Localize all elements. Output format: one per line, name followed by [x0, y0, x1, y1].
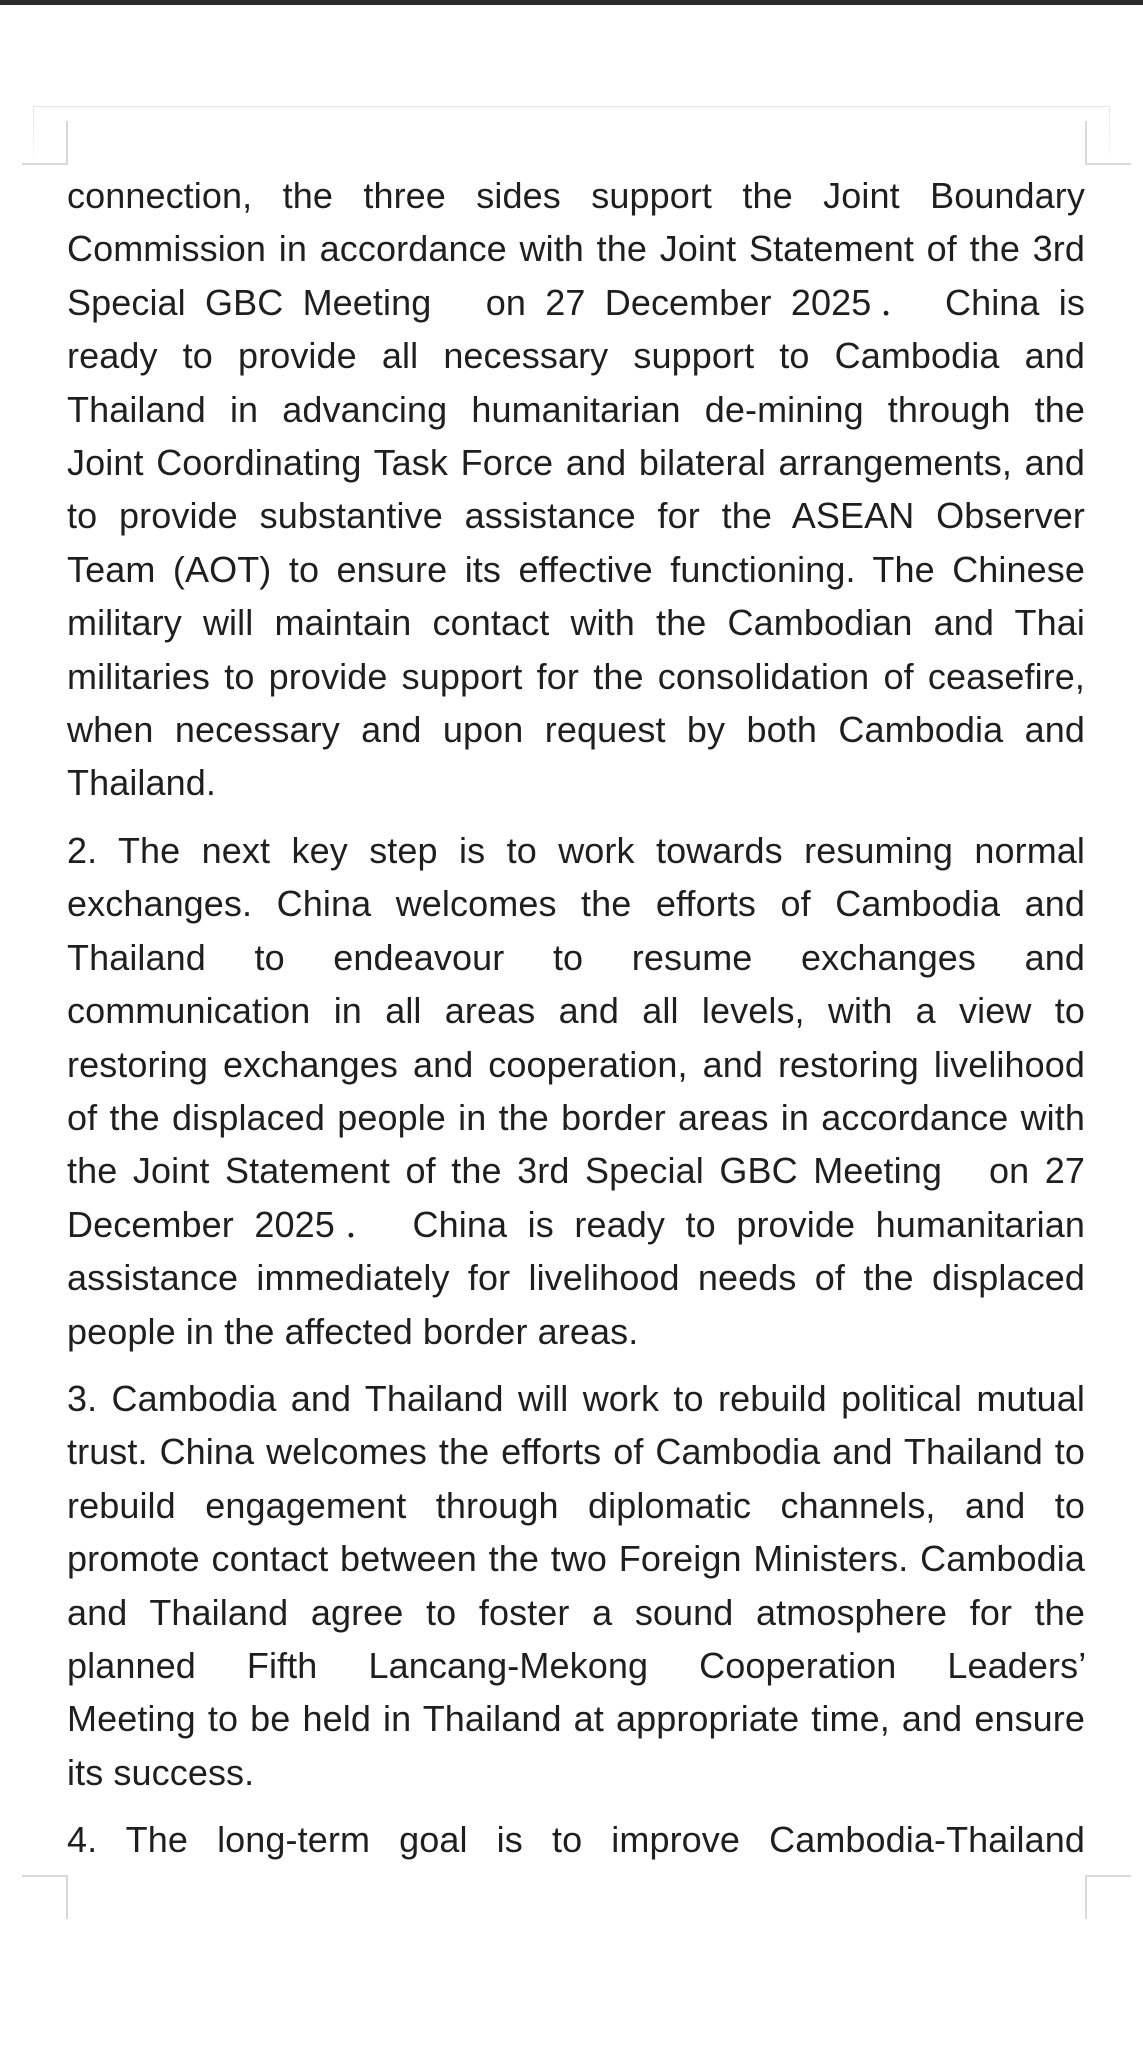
window-top-edge [0, 0, 1143, 5]
paragraph-continuation: connection, the three sides support the Joint Boundary Commission in accordance with the Joint Statement of the 3rd Special GBC Meeting on 27 December 2025． China is ready to provide all necessary support to Cambodia and Thailand in advancing humanitarian de-mining through the Joint Coordinating Task Force and bilateral arrangements, and to provide substantive assistance for the ASEAN Observer Team (AOT) to ensure its effective functioning. The Chinese military will maintain contact with the Cambodian and Thai militaries to provide support for the consolidation of ceasefire, when necessary and upon request by both Cambodia and Thailand. [67, 175, 1085, 804]
margin-corner-mark-bottom-left [22, 1875, 68, 1919]
paragraph-point-3: 3. Cambodia and Thailand will work to rebuild political mutual trust. China welcomes the efforts of Cambodia and Thailand to rebuild engagement through diplomatic channels, and to promote contact between the two Foreign Ministers. Cambodia and Thailand agree to foster a sound atmosphere for the planned Fifth Lancang-Mekong Cooperation Leaders’ Meeting to be held in Thailand at appropriate time, and ensure its success. [67, 1377, 1122, 1793]
margin-corner-mark-top-right [1085, 121, 1131, 165]
margin-corner-mark-bottom-right [1085, 1875, 1131, 1919]
page-top-edge [33, 106, 1110, 107]
margin-corner-mark-top-left [22, 121, 68, 165]
paragraph-point-2: 2. The next key step is to work towards resuming normal exchanges. China welcomes the efforts of Cambodia and Thailand to endeavour to resume exchanges and communication in all areas and all levels, with a view to restoring exchanges and cooperation, and restoring livelihood of the displaced people in the border areas in accordance with the Joint Statement of the 3rd Special GBC Meeting on 27 December 2025． China is ready to provide humanitarian assistance immediately for livelihood needs of the displaced people in the affected border areas. [67, 829, 1085, 1352]
paragraph-point-4-partial: 4. The long-term goal is to improve Cambodia-Thailand [67, 1819, 1085, 1861]
document-page-text[interactable] [67, 169, 1122, 1881]
